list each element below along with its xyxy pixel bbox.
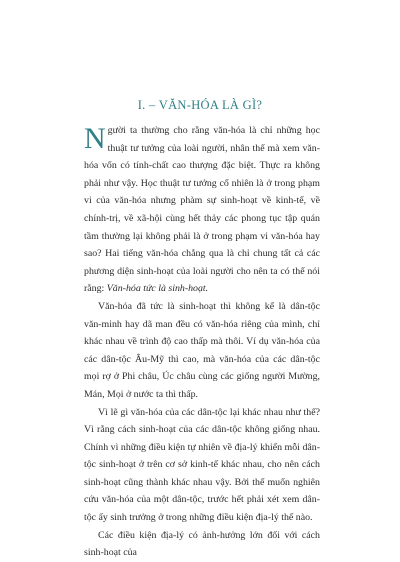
body-text (84, 122, 320, 562)
paragraph-1 (84, 122, 320, 298)
paragraph-1-italic: Văn-hóa tức là sinh-hoạt. (106, 283, 209, 295)
drop-cap: N (84, 122, 106, 155)
paragraph-3: Vì lẽ gì văn-hóa của các dân-tộc lại khác nhau như thế? Vì rằng cách sinh-hoạt của các dân-tộc không giống nhau. Chính vì những điều kiện tự nhiên về địa-lý khiến mỗi dân-tộc sinh-hoạt ở trên cơ sở kinh-tế khác nhau, cho nên cách sinh-hoạt cũng thành khác nhau vậy. Bởi thế muốn nghiên cứu văn-hóa của một dân-tộc, trước hết phải xét xem dân-tộc ấy sinh trưởng ở trong những điều kiện địa-lý thế nào. (84, 406, 320, 524)
paragraph-1-text: gười ta thường cho rằng văn-hóa là chỉ những học thuật tư tưởng của loài người, nhân thế mà xem văn-hóa vốn có tính-chất cao thượng đặc biệt. Thực ra không phải như vậy. Học thuật tư tưởng cố nhiên là ở trong phạm vi của văn-hóa nhưng phàm sự sinh-hoạt về kinh-tế, về chính-trị, về xã-hội cùng hết thảy các phong tục tập quán tầm thường lại không phải là ở trong phạm vi văn-hóa hay sao? Hai tiếng văn-hóa chẳng qua là chỉ chung tất cả các phương diện sinh-hoạt của loài người cho nên ta có thể nói rằng: (84, 125, 320, 295)
chapter-heading: I. – VĂN-HÓA LÀ GÌ? (137, 98, 263, 112)
paragraph-2: Văn-hóa đã tức là sinh-hoạt thì không kể là dân-tộc văn-minh hay dã man đều có văn-hóa riêng của mình, chỉ khác nhau về trình độ cao thấp mà thôi. Ví dụ văn-hóa của các dân-tộc Âu-Mỹ thì cao, mà văn-hóa của các dân-tộc mọi rợ ở Phi châu, Úc châu cùng các giống người Mường, Mán, Mọi ở nước ta thì thấp. (84, 300, 320, 400)
paragraph-4: Các điều kiện địa-lý có ảnh-hưởng lớn đối với cách sinh-hoạt của (84, 529, 320, 559)
